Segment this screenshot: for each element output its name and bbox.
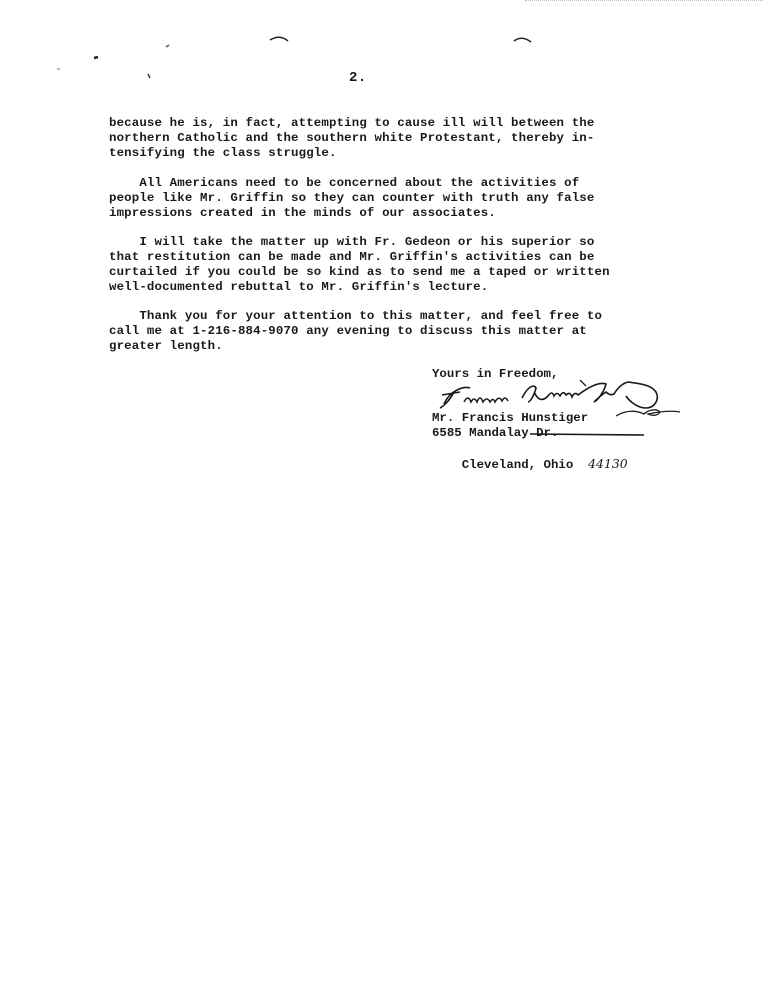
scan-artifact-marks xyxy=(0,0,763,100)
body-line: I will take the matter up with Fr. Gedeon or his superior so xyxy=(109,235,595,249)
speck-mark xyxy=(166,45,169,47)
speck-mark xyxy=(148,74,150,78)
speck-mark xyxy=(94,57,98,58)
body-line: call me at 1-216-884-9070 any evening to discuss this matter at xyxy=(109,324,587,338)
body-line: curtailed if you could be so kind as to send me a taped or written xyxy=(109,265,610,279)
body-line: that restitution can be made and Mr. Griffin's activities can be xyxy=(109,250,595,264)
body-line: well-documented rebuttal to Mr. Griffin's lecture. xyxy=(109,280,489,294)
sender-name: Mr. Francis Hunstiger xyxy=(432,411,589,425)
body-line: people like Mr. Griffin so they can counter with truth any false xyxy=(109,191,595,205)
body-line: because he is, in fact, attempting to cause ill will between the xyxy=(109,116,595,130)
arc-mark-right xyxy=(514,38,531,42)
sender-street: 6585 Mandalay Dr. xyxy=(432,426,559,440)
body-line: northern Catholic and the southern white Protestant, thereby in- xyxy=(109,131,595,145)
body-line: tensifying the class struggle. xyxy=(109,146,337,160)
body-line: impressions created in the minds of our associates. xyxy=(109,206,496,220)
page-number: 2. xyxy=(349,70,367,86)
signature-flourish xyxy=(614,406,684,420)
body-line: All Americans need to be concerned about the activities of xyxy=(109,176,580,190)
strike-line xyxy=(528,430,648,438)
body-line: Thank you for your attention to this matter, and feel free to xyxy=(109,309,603,323)
sender-city-line xyxy=(432,441,628,488)
closing-salutation: Yours in Freedom, xyxy=(432,367,559,381)
body-line: greater length. xyxy=(109,339,223,353)
arc-mark-left xyxy=(270,37,288,41)
sender-zip: 44130 xyxy=(588,456,628,471)
sender-city: Cleveland, Ohio xyxy=(461,458,574,472)
